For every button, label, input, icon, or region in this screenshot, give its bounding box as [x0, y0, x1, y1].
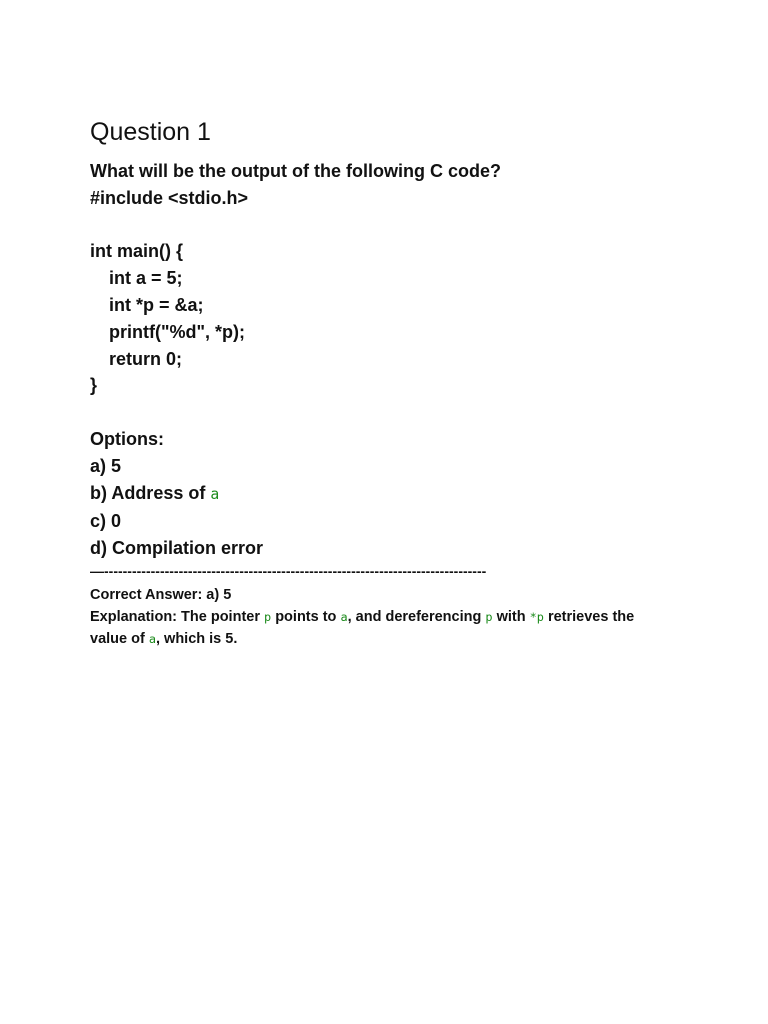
explanation-code-a: a — [340, 609, 348, 624]
correct-answer: Correct Answer: a) 5 — [90, 586, 232, 603]
explanation — [90, 606, 670, 650]
explanation-code-a-2: a — [148, 631, 156, 646]
options-heading: Options: — [90, 428, 164, 449]
explanation-code-p: p — [264, 609, 272, 624]
question-page — [90, 116, 680, 650]
code-line-decl-p: int *p = &a; — [109, 294, 204, 315]
code-line-close: } — [90, 375, 98, 396]
option-c: c) 0 — [90, 511, 122, 532]
question-body — [90, 158, 680, 562]
explanation-text-5: retrieves the value of — [90, 608, 635, 647]
explanation-text-1: Explanation: The pointer — [90, 608, 265, 625]
code-line-main: int main() { — [90, 241, 183, 262]
spacer-line — [90, 399, 680, 426]
code-line-include: #include <stdio.h> — [90, 187, 249, 208]
question-prompt: What will be the output of the following C code? — [90, 161, 501, 181]
option-b — [90, 480, 680, 509]
explanation-code-p-2: p — [485, 609, 493, 624]
explanation-text-3: , and dereferencing — [347, 608, 486, 625]
option-b-text: b) Address of — [90, 482, 211, 503]
explanation-text-4: with — [492, 608, 530, 625]
option-a: a) 5 — [90, 455, 122, 476]
explanation-text-6: , which is 5. — [155, 630, 238, 647]
question-title: Question 1 — [90, 118, 211, 146]
code-line-return: return 0; — [109, 348, 183, 369]
option-b-code: a — [210, 485, 220, 503]
code-line-decl-a: int a = 5; — [109, 268, 183, 289]
divider-line: —---------------------------------------------------------------------------------- — [90, 562, 487, 579]
code-line-printf: printf("%d", *p); — [109, 321, 246, 342]
explanation-text-2: points to — [271, 608, 341, 625]
explanation-code-deref-p: *p — [529, 609, 544, 624]
option-d: d) Compilation error — [90, 538, 264, 559]
code-line-blank — [90, 212, 680, 239]
